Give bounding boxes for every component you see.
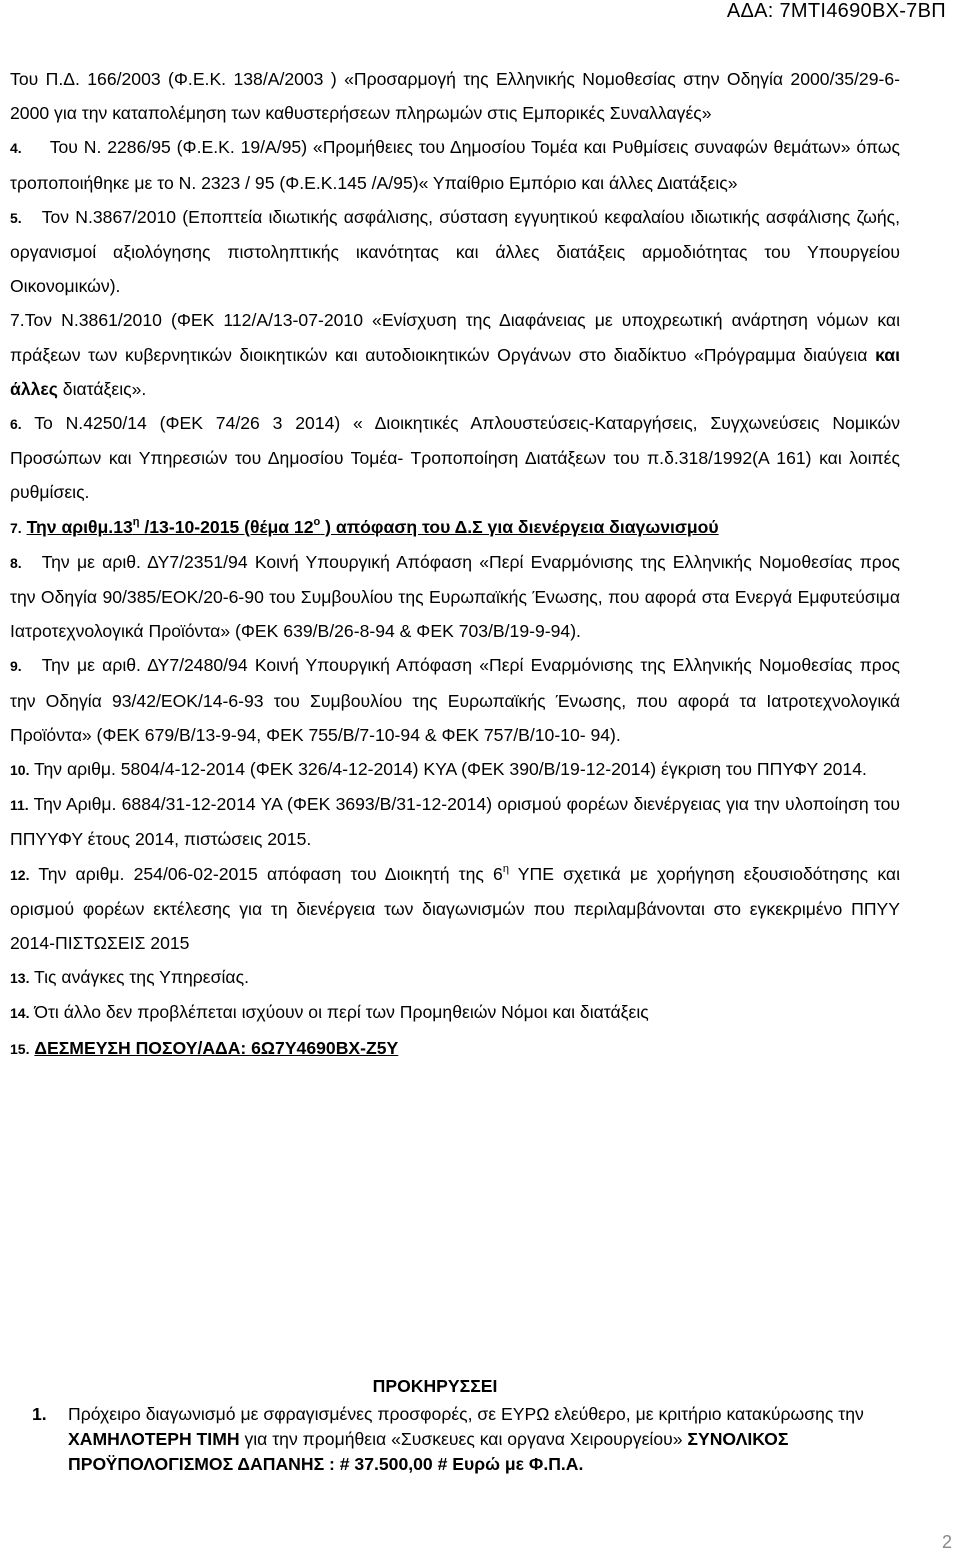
item-number: 8.: [10, 554, 22, 571]
item-text-bold: και άλλες: [10, 344, 900, 399]
ada-header: ΑΔΑ: 7ΜΤΙ4690ΒΧ-7ΒΠ: [726, 0, 946, 22]
item-text: Τον Ν.3867/2010 (Εποπτεία ιδιωτικής ασφάλισης, σύσταση εγγυητικού κεφαλαίου ιδιωτικής ασφάλισης ζωής, οργανισμοί αξιολόγησης πιστοληπτικής ικανότητας και άλλες διατάξεις αρμοδιότητας του Υπουργείου Οικονομικών).: [10, 206, 900, 297]
list-item-10: [10, 752, 900, 787]
item-number: 6.: [10, 416, 22, 433]
list-item-12: [10, 857, 900, 961]
list-item-7b: [10, 510, 900, 545]
list-item-5: [10, 200, 900, 304]
item-number: 9.: [10, 658, 22, 675]
board-decision-ref: Την $\alpha\rho\iota\theta\mu.13^\eta$ /13-10-2015 (θέμα $12^o$ ) απόφαση του Δ.Σ για διενέργεια διαγωνισμού: [26, 515, 719, 537]
item-number: 13.: [10, 970, 30, 987]
list-item-6: [10, 406, 900, 510]
list-item-14: [10, 995, 900, 1030]
superscript: η: [502, 862, 509, 875]
item-text: ΥΠΕ σχετικά με χορήγηση εξουσιοδότησης και ορισμού φορέων εκτέλεσης για τη διενέργεια των διαγωνισμών που περιλαμβάνονται στο εγκεκριμένο ΠΠΥΥ 2014-ΠΙΣΤΩΣΕΙΣ 2015: [10, 863, 900, 954]
item-text: Την με αριθ. ΔΥ7/2351/94 Κοινή Υπουργική Απόφαση «Περί Εναρμόνισης της Ελληνικής Νομοθεσίας προς την Οδηγία 90/385/ΕΟΚ/20-6-90 του Συμβουλίου της Ευρωπαϊκής Ένωσης, που αφορά στα Ενεργά Εμφυτεύσιμα Ιατροτεχνολογικά Προϊόντα» (ΦΕΚ 639/Β/26-8-94 & ΦΕΚ 703/Β/19-9-94).: [10, 551, 900, 642]
item-number: 7.: [10, 310, 25, 331]
item-text: Το Ν.4250/14 (ΦΕΚ 74/26 3 2014) « Διοικητικές Απλουστεύσεις-Καταργήσεις, Συγχωνεύσεις Νομικών Προσώπων και Υπηρεσιών του Δημοσίου Τομέα- Τροποποίηση Διατάξεων του π.δ.318/1992(Α 161) και λοιπές ρυθμίσεις.: [10, 413, 900, 503]
list-item-8: [10, 545, 900, 649]
list-item-15: [10, 1031, 900, 1066]
proclamation-title: ΠΡΟΚΗΡΥΣΣΕΙ: [372, 1376, 498, 1396]
commitment-ada: ΔΕΣΜΕΥΣΗ ΠΟΣΟΥ/ΑΔΑ: 6Ω7Υ4690ΒΧ-Ζ5Υ: [34, 1037, 399, 1058]
item-text: Τις ανάγκες της Υπηρεσίας.: [34, 967, 249, 988]
proclamation-item: [32, 1402, 912, 1477]
item-text: Την Αριθμ. 6884/31-12-2014 ΥΑ (ΦΕΚ 3693/Β/31-12-2014) ορισμού φορέων διενέργειας για την υλοποίηση του ΠΠΥΥΦΥ έτους 2014, πιστώσεις 2015.: [10, 794, 900, 850]
total-budget: ΣΥΝΟΛΙΚΟΣ ΠΡΟΫΠΟΛΟΓΙΣΜΟΣ ΔΑΠΑΝΗΣ : # 37.500,00 # Ευρώ με Φ.Π.Α.: [68, 1429, 789, 1474]
award-criterion: ΧΑΜΗΛΟΤΕΡΗ ΤΙΜΗ: [68, 1429, 240, 1449]
item-text: Την αριθμ. 5804/4-12-2014 (ΦΕΚ 326/4-12-2014) ΚΥΑ (ΦΕΚ 390/Β/19-12-2014) έγκριση του ΠΠΥΦΥ 2014.: [34, 759, 867, 780]
item-text: Την αριθμ. 254/06-02-2015 απόφαση του Διοικητή της 6: [38, 863, 503, 884]
list-item-9: [10, 648, 900, 752]
item-text: Την με αριθ. ΔΥ7/2480/94 Κοινή Υπουργική Απόφαση «Περί Εναρμόνισης της Ελληνικής Νομοθεσίας προς την Οδηγία 93/42/ΕΟΚ/14-6-93 του Συμβουλίου της Ευρωπαϊκής Ένωσης, που αφορά τα Ιατροτεχνολογικά Προϊόντα» (ΦΕΚ 679/Β/13-9-94, ΦΕΚ 755/Β/7-10-94 & ΦΕΚ 757/Β/10-10- 94).: [10, 655, 900, 745]
list-item-11: [10, 787, 900, 856]
page-number: 2: [941, 1532, 952, 1552]
list-item-4: [10, 130, 900, 199]
item-number: 15.: [10, 1040, 30, 1057]
item-text: διατάξεις».: [62, 378, 147, 399]
item-number: 7.: [10, 519, 22, 536]
list-item-13: [10, 960, 900, 995]
item-number: 12.: [10, 866, 30, 883]
item-number: 4.: [10, 140, 22, 157]
item-number: 5.: [10, 209, 22, 226]
list-item-7a: [10, 303, 900, 406]
item-number: 11.: [10, 797, 29, 814]
item-text: Ότι άλλο δεν προβλέπεται ισχύουν οι περί των Προμηθειών Νόμοι και διατάξεις: [34, 1002, 649, 1023]
item-number: 10.: [10, 762, 30, 779]
item-text: Του Ν. 2286/95 (Φ.Ε.Κ. 19/Α/95) «Προμήθειες του Δημοσίου Τομέα και Ρυθμίσεις συναφών θεμάτων» όπως τροποποιήθηκε με το Ν. 2323 / 95 (Φ.Ε.Κ.145 /Α/95)« Υπαίθριο Εμπόριο και άλλες Διατάξεις»: [10, 137, 900, 193]
list-item-3: Του Π.Δ. 166/2003 (Φ.Ε.Κ. 138/Α/2003 ) «Προσαρμογή της Ελληνικής Νομοθεσίας στην Οδηγία 2000/35/29-6-2000 για την καταπολέμηση των καθυστερήσεων πληρωμών στις Εμπορικές Συναλλαγές»: [10, 69, 900, 124]
proclamation-text: Πρόχειρο διαγωνισμό με σφραγισμένες προσφορές, σε ΕΥΡΩ ελεύθερο, με κριτήριο κατακύρωσης την ΧΑΜΗΛΟΤΕΡΗ ΤΙΜΗ για την προμήθεια «Συσκευες και οργανα Χειρουργείου» ΣΥΝΟΛΙΚΟΣ ΠΡΟΫΠΟΛΟΓΙΣΜΟΣ ΔΑΠΑΝΗΣ : # 37.500,00 # Ευρώ με Φ.Π.Α.: [68, 1404, 864, 1474]
legal-basis-list: [10, 62, 900, 1066]
item-number: 1.: [32, 1404, 47, 1424]
item-number: 14.: [10, 1005, 30, 1022]
item-text: Τον Ν.3861/2010 (ΦΕΚ 112/Α/13-07-2010 «Ενίσχυση της Διαφάνειας με υποχρεωτική ανάρτηση νόμων και πράξεων των κυβερνητικών διοικητικών και αυτοδιοικητικών Οργάνων στο διαδίκτυο «Πρόγραμμα διαύγεια: [10, 310, 900, 365]
